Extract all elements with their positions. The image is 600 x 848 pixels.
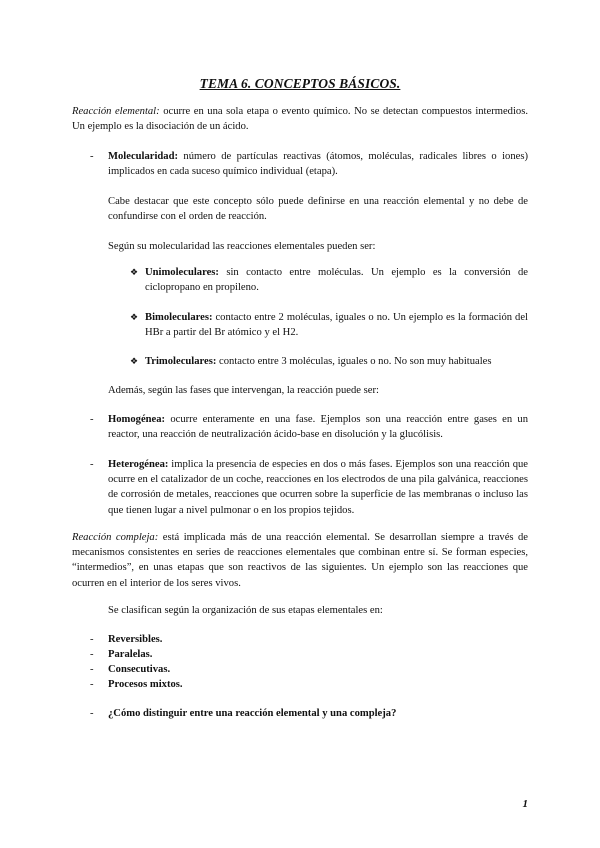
heterogenea-paragraph bbox=[108, 457, 528, 518]
phases-intro bbox=[108, 383, 528, 398]
list-item-text: contacto entre 3 moléculas, iguales o no. No son muy habituales bbox=[216, 356, 492, 367]
list-item-term: Trimoleculares: bbox=[145, 356, 217, 367]
list-dash: - bbox=[90, 664, 94, 675]
compleja-paragraph bbox=[72, 530, 528, 591]
complex-intro-text: Se clasifican según la organización de sus etapas elementales en: bbox=[108, 605, 383, 616]
diamond-bullet-icon: ❖ bbox=[130, 267, 139, 277]
homogenea-term: Homogénea: bbox=[108, 414, 166, 425]
list-item bbox=[145, 354, 528, 369]
molecularidad-term: Molecularidad: bbox=[108, 151, 179, 162]
phases-intro-text: Además, según las fases que intervengan, la reacción puede ser: bbox=[108, 385, 379, 396]
compleja-text: está implicada más de una reacción elemental. Se desarrollan siempre a través de mecanismos consistentes en series de reacciones elementales que combinan entre sí. Se forman especies, “intermedios”, en unas etapas que son reactivos de las siguientes. Un ejemplo son las reacciones que ocurren en el interior de los seres vivos. bbox=[72, 532, 529, 589]
heterogenea-text: implica la presencia de especies en dos o más fases. Ejemplos son una reacción que ocurre en el catalizador de un coche, reacciones en los electrodos de una pila galvánica, reacciones de corrosión de metales, reacciones que ocurren sobre la superficie de las membranas o incluso las que tienen lugar a nivel pulmonar o en los propios tejidos. bbox=[108, 459, 528, 516]
list-dash: - bbox=[90, 634, 94, 645]
note-text: Cabe destacar que este concepto sólo puede definirse en una reacción elemental y no debe de confundirse con el orden de reacción. bbox=[108, 196, 528, 223]
list-dash: - bbox=[90, 679, 94, 690]
elemental-term: Reacción elemental: bbox=[72, 106, 160, 117]
compleja-term: Reacción compleja: bbox=[72, 532, 159, 543]
list-item-text: Reversibles. bbox=[108, 634, 163, 645]
list-item-term: Bimoleculares: bbox=[145, 312, 213, 323]
question-text: ¿Cómo distinguir entre una reacción elemental y una compleja? bbox=[108, 708, 397, 719]
diamond-bullet-icon: ❖ bbox=[130, 356, 139, 366]
classification-intro bbox=[108, 239, 528, 254]
list-dash: - bbox=[90, 414, 94, 425]
diamond-bullet-icon: ❖ bbox=[130, 312, 139, 322]
list-dash: - bbox=[90, 151, 94, 162]
list-item-text: contacto entre 2 moléculas, iguales o no. Un ejemplo es la formación del HBr a partir del Br atómico y el H2. bbox=[145, 312, 528, 339]
page-title: TEMA 6. CONCEPTOS BÁSICOS. bbox=[199, 76, 401, 91]
homogenea-paragraph bbox=[108, 412, 528, 442]
complex-intro bbox=[108, 603, 528, 618]
molecularidad-text: número de partículas reactivas (átomos, moléculas, radicales libres o iones) implicados en cada suceso químico individual (etapa). bbox=[108, 151, 528, 178]
list-item bbox=[145, 310, 528, 340]
heterogenea-term: Heterogénea: bbox=[108, 459, 169, 470]
list-item bbox=[108, 662, 528, 677]
list-dash: - bbox=[90, 708, 94, 719]
list-dash: - bbox=[90, 459, 94, 470]
list-item bbox=[108, 677, 528, 692]
list-item-text: Consecutivas. bbox=[108, 664, 171, 675]
question bbox=[108, 706, 528, 721]
list-item bbox=[145, 265, 528, 295]
page-number: 1 bbox=[522, 798, 528, 810]
list-item-text: Procesos mixtos. bbox=[108, 679, 183, 690]
list-item-term: Unimoleculares: bbox=[145, 267, 219, 278]
list-item-text: sin contacto entre moléculas. Un ejemplo es la conversión de ciclopropano en propileno. bbox=[145, 267, 528, 294]
classification-intro-text: Según su molecularidad las reacciones elementales pueden ser: bbox=[108, 241, 376, 252]
note-paragraph bbox=[108, 194, 528, 224]
homogenea-text: ocurre enteramente en una fase. Ejemplos son una reacción entre gases en un reactor, una reacción de neutralización ácido-base en disolución y la glucólisis. bbox=[108, 414, 528, 441]
list-item bbox=[108, 632, 528, 647]
list-item-text: Paralelas. bbox=[108, 649, 153, 660]
elemental-paragraph bbox=[72, 104, 528, 134]
list-item bbox=[108, 647, 528, 662]
elemental-text: ocurre en una sola etapa o evento químico. No se detectan compuestos intermedios. Un ejemplo es la disociación de un ácido. bbox=[72, 106, 528, 133]
molecularidad-paragraph bbox=[108, 149, 528, 179]
list-dash: - bbox=[90, 649, 94, 660]
